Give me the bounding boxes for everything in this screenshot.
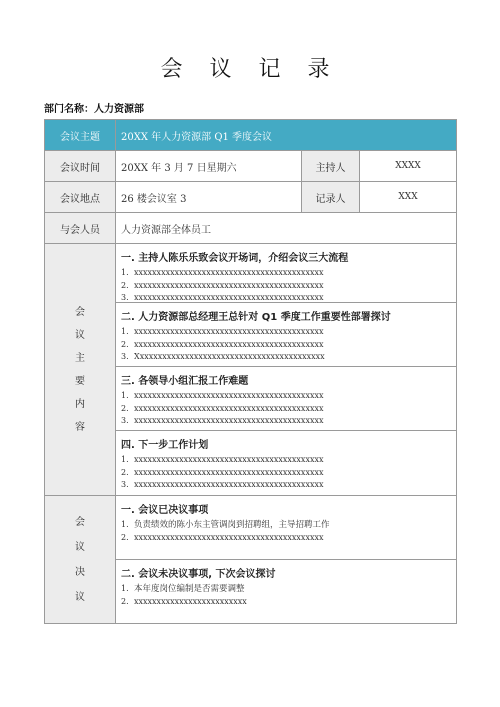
resolution-label-char: 议: [75, 591, 85, 603]
place-value: 26 楼会议室 3: [116, 182, 302, 213]
item-text: 负责绩效的陈小东主管调岗到招聘组，主导招聘工作: [134, 520, 330, 530]
list-item: [121, 267, 456, 280]
item-text: xxxxxxxxxxxxxxxxxxxxxxxxxxxxxxxxxxxxxxxxxx: [134, 327, 324, 336]
list-item: [121, 596, 456, 609]
section-heading: 四. 下一步工作计划: [121, 440, 209, 451]
item-text: xxxxxxxxxxxxxxxxxxxxxxxxxxxxxxxxxxxxxxxxxx: [134, 268, 324, 277]
item-text: xxxxxxxxxxxxxxxxxxxxxxxxxxxxxxxxxxxxxxxxxx: [134, 480, 324, 489]
resolution-label-char: 决: [75, 566, 85, 578]
list-item: [121, 339, 456, 352]
section-heading: 一. 主持人陈乐乐致会议开场词，介绍会议三大流程: [121, 253, 349, 264]
item-number: 1.: [121, 268, 129, 277]
content-section: [116, 244, 456, 302]
list-item: [121, 415, 456, 428]
item-number: 1.: [121, 391, 129, 400]
item-text: Xxxxxxxxxxxxxxxxxxxxxxxxxxxxxxxxxxxxxxxxxx: [134, 352, 325, 361]
resolution-section: [116, 496, 456, 559]
resolution-sections: [116, 496, 457, 624]
host-value: XXXX: [360, 151, 457, 182]
item-number: 1.: [121, 455, 129, 464]
recorder-value: XXX: [360, 182, 457, 213]
list-item: [121, 280, 456, 293]
item-number: 2.: [121, 467, 129, 477]
list-item: [121, 532, 456, 545]
resolution-label: [45, 496, 116, 624]
list-item: [121, 326, 456, 339]
section-heading: 一. 会议已决议事项: [121, 505, 209, 516]
topic-row: [45, 120, 457, 151]
item-number: 2.: [121, 532, 129, 542]
list-item: [121, 390, 456, 403]
content-label-char: 内: [75, 398, 85, 410]
item-number: 3.: [121, 416, 129, 425]
item-text: xxxxxxxxxxxxxxxxxxxxxxxxxxxxxxxxxxxxxxxxxx: [134, 455, 324, 464]
list-item: [121, 479, 456, 492]
item-number: 2.: [121, 339, 129, 349]
item-text: xxxxxxxxxxxxxxxxxxxxxxxxxxxxxxxxxxxxxxxxxx: [134, 532, 324, 542]
host-label: 主持人: [302, 151, 360, 182]
list-item: [121, 403, 456, 416]
item-number: 3.: [121, 293, 129, 302]
list-item: [121, 454, 456, 467]
recorder-label: 记录人: [302, 182, 360, 213]
item-number: 2.: [121, 596, 129, 606]
item-text: 本年度岗位编制是否需要调整: [134, 584, 245, 594]
resolution-label-char: 议: [75, 541, 85, 553]
attendees-value: 人力资源部全体员工: [116, 213, 457, 244]
document-title: 会 议 记 录: [160, 57, 340, 82]
topic-label: 会议主题: [45, 120, 116, 151]
content-label-char: 要: [75, 375, 85, 387]
list-item: [121, 351, 456, 364]
content-label-char: 主: [75, 352, 85, 364]
content-section: [116, 366, 456, 430]
attendees-label: 与会人员: [45, 213, 116, 244]
item-text: xxxxxxxxxxxxxxxxxxxxxxxxxxxxxxxxxxxxxxxxxx: [134, 467, 324, 477]
item-text: xxxxxxxxxxxxxxxxxxxxxxxxxxxxxxxxxxxxxxxxxx: [134, 391, 324, 400]
meeting-record-table: [44, 119, 457, 624]
content-sections: [116, 244, 457, 496]
item-number: 1.: [121, 520, 129, 529]
item-number: 2.: [121, 280, 129, 290]
list-item: [121, 467, 456, 480]
topic-value: 20XX 年人力资源部 Q1 季度会议: [116, 120, 457, 151]
item-text: xxxxxxxxxxxxxxxxxxxxxxxxxxxxxxxxxxxxxxxxxx: [134, 280, 324, 290]
section-heading: 三. 各领导小组汇报工作难题: [121, 376, 249, 387]
resolution-label-char: 会: [75, 516, 85, 528]
item-number: 1.: [121, 584, 129, 593]
item-text: xxxxxxxxxxxxxxxxxxxxxxxxxxxxxxxxxxxxxxxxxx: [134, 403, 324, 413]
content-row: [45, 244, 457, 496]
item-number: 3.: [121, 480, 129, 489]
item-number: 2.: [121, 403, 129, 413]
list-item: [121, 519, 456, 532]
time-label: 会议时间: [45, 151, 116, 182]
list-item: [121, 583, 456, 596]
section-heading: 二. 人力资源部总经理王总针对 Q1 季度工作重要性部署探讨: [121, 312, 391, 323]
time-value: 20XX 年 3 月 7 日星期六: [116, 151, 302, 182]
item-text: xxxxxxxxxxxxxxxxxxxxxxxxxxxxxxxxxxxxxxxxxx: [134, 293, 324, 302]
content-label-char: 会: [75, 306, 85, 318]
place-row: [45, 182, 457, 213]
content-label: [45, 244, 116, 496]
item-number: 3.: [121, 352, 129, 361]
item-text: xxxxxxxxxxxxxxxxxxxxxxxxx: [134, 596, 247, 606]
item-text: xxxxxxxxxxxxxxxxxxxxxxxxxxxxxxxxxxxxxxxxxx: [134, 416, 324, 425]
attendees-row: [45, 213, 457, 244]
time-row: [45, 151, 457, 182]
department-name: 部门名称：人力资源部: [44, 104, 144, 115]
content-section: [116, 302, 456, 366]
place-label: 会议地点: [45, 182, 116, 213]
content-section: [116, 430, 456, 495]
item-text: xxxxxxxxxxxxxxxxxxxxxxxxxxxxxxxxxxxxxxxxxx: [134, 339, 324, 349]
content-label-char: 议: [75, 329, 85, 341]
resolution-row: [45, 496, 457, 624]
content-label-char: 容: [75, 421, 85, 433]
item-number: 1.: [121, 327, 129, 336]
resolution-section: [116, 559, 456, 623]
section-heading: 二. 会议未决议事项, 下次会议探讨: [121, 569, 276, 580]
